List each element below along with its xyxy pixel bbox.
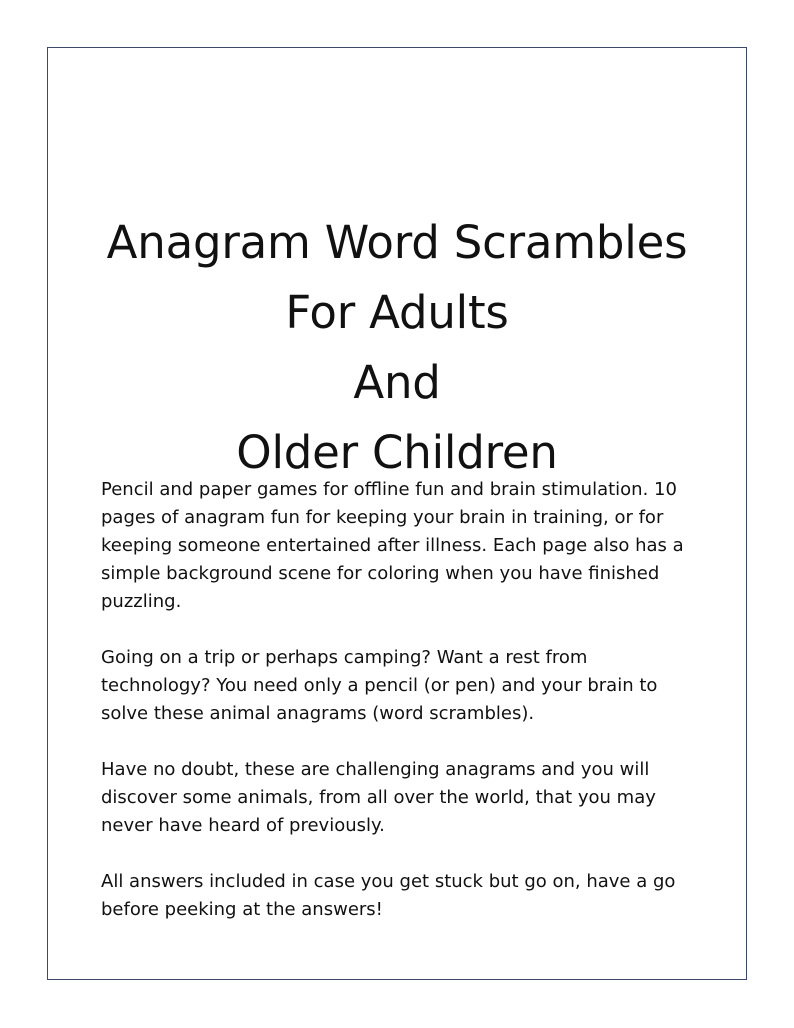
title-line-1: Anagram Word Scrambles [106, 216, 688, 269]
description-paragraph-1: Pencil and paper games for offline fun and brain stimulation. 10 pages of anagram fun for keeping your brain in training, or for keeping someone entertained after illness. Each page also has a simple background scene for coloring when you have finished puzzling. [101, 479, 684, 612]
title-line-4: Older Children [236, 426, 558, 479]
page-frame [47, 47, 747, 980]
description-paragraph-4: All answers included in case you get stuck but go on, have a go before peeking at the answers! [101, 871, 676, 920]
description-paragraph-2: Going on a trip or perhaps camping? Want a rest from technology? You need only a pencil (or pen) and your brain to solve these animal anagrams (word scrambles). [101, 647, 658, 724]
description-paragraph-3: Have no doubt, these are challenging anagrams and you will discover some animals, from all over the world, that you may never have heard of previously. [101, 759, 656, 836]
title-line-2: For Adults [285, 286, 509, 339]
page-title [48, 208, 746, 488]
description-body [101, 476, 701, 924]
title-line-3: And [353, 356, 441, 409]
